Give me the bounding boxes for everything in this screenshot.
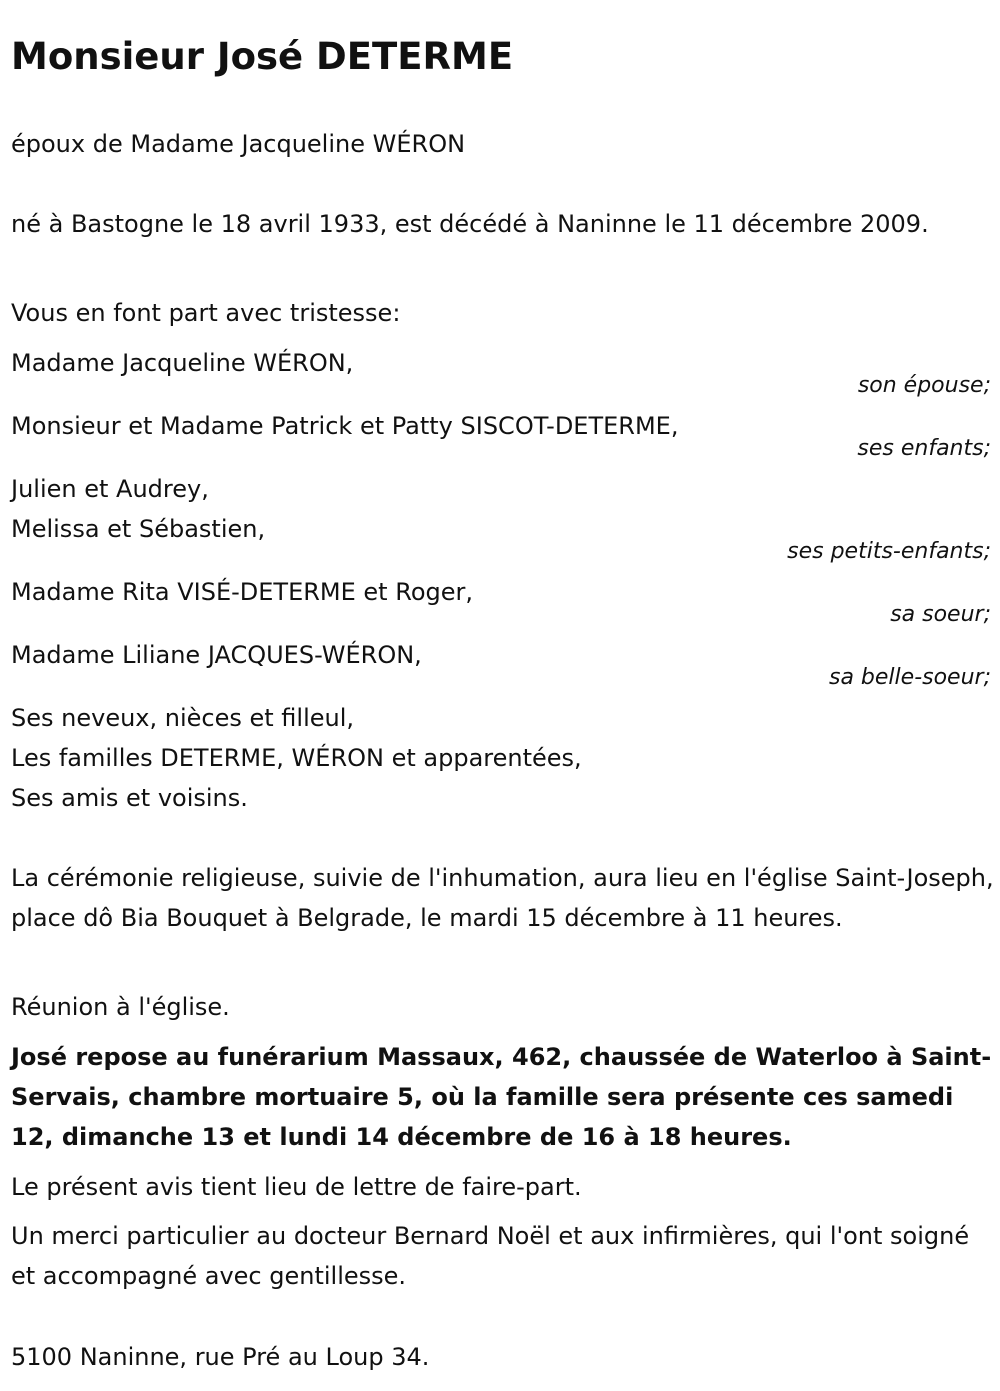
family-name: Monsieur et Madame Patrick et Patty SISCOT-DETERME,: [11, 412, 679, 440]
family-role: ses petits-enfants;: [787, 539, 991, 564]
family-name: Madame Jacqueline WÉRON,: [11, 349, 354, 377]
spouse-line: époux de Madame Jacqueline WÉRON: [11, 130, 466, 158]
reunion-text: Réunion à l'église.: [11, 993, 230, 1021]
birth-death-text: né à Bastogne le 18 avril 1933, est décédé à Naninne le 11 décembre 2009.: [11, 210, 929, 238]
family-name: Julien et Audrey,: [11, 475, 209, 503]
family-role: sa soeur;: [890, 602, 991, 627]
others-line: Les familles DETERME, WÉRON et apparentées,: [11, 744, 582, 772]
notice-text: Le présent avis tient lieu de lettre de faire-part.: [11, 1173, 582, 1201]
family-role: son épouse;: [857, 373, 991, 398]
others-line: Ses neveux, nièces et filleul,: [11, 704, 355, 732]
family-role: sa belle-soeur;: [829, 665, 991, 690]
page-title: Monsieur José DETERME: [11, 35, 514, 78]
family-name: Melissa et Sébastien,: [11, 515, 266, 543]
family-name: Madame Rita VISÉ-DETERME et Roger,: [11, 578, 473, 606]
others-line: Ses amis et voisins.: [11, 784, 248, 812]
intro-text: Vous en font part avec tristesse:: [11, 299, 401, 327]
thanks-text: Un merci particulier au docteur Bernard Noël et aux infirmières, qui l'ont soigné et accompagné avec gentillesse.: [11, 1222, 970, 1290]
family-role: ses enfants;: [857, 436, 991, 461]
ceremony-text: La cérémonie religieuse, suivie de l'inhumation, aura lieu en l'église Saint-Joseph, place dô Bia Bouquet à Belgrade, le mardi 15 décembre à 11 heures.: [11, 864, 994, 932]
address-text: 5100 Naninne, rue Pré au Loup 34.: [11, 1343, 430, 1371]
funerarium-text: José repose au funérarium Massaux, 462, chaussée de Waterloo à Saint-Servais, chambre mortuaire 5, où la famille sera présente ces samedi 12, dimanche 13 et lundi 14 décembre de 16 à 18 heures.: [11, 1043, 992, 1151]
family-name: Madame Liliane JACQUES-WÉRON,: [11, 641, 422, 669]
